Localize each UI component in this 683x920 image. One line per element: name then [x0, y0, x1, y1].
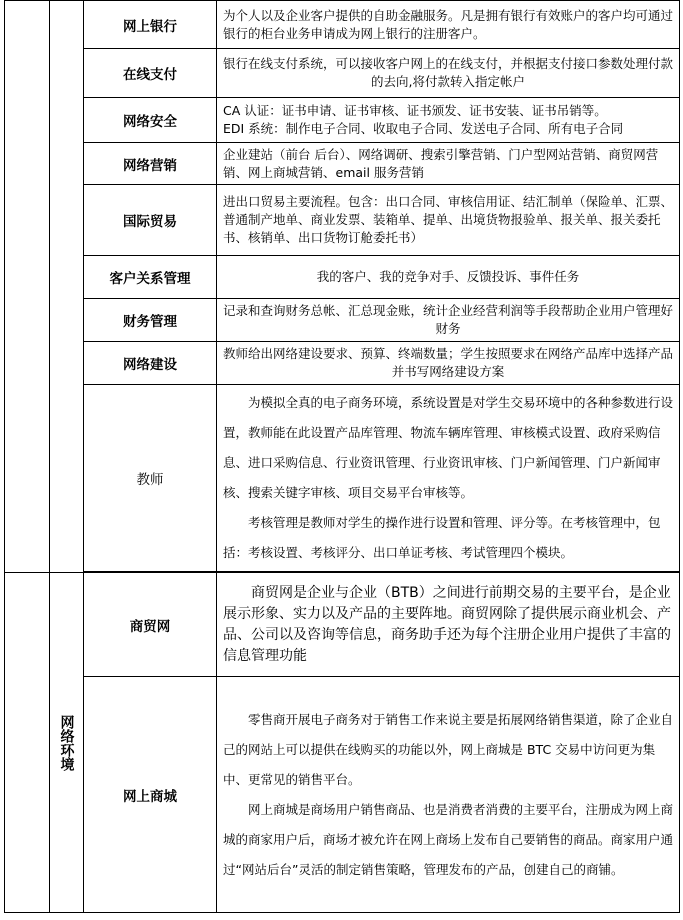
table-row — [5, 49, 680, 98]
security-line-ca: CA 认证：证书申请、证书审核、证书颁发、证书安装、证书吊销等。 — [223, 103, 607, 118]
mall-para-1: 零售商开展电子商务对于销售工作来说主要是拓展网络销售渠道，除了企业自己的网站上可以提供在线购买的功能以外，网上商城是 BTC 交易中访问更为集中、更常见的销售平台。 — [223, 711, 674, 787]
row-desc-b2b-site — [217, 573, 680, 677]
row-label-b2b-site: 商贸网 — [84, 573, 217, 677]
table-row — [5, 342, 680, 385]
left-margin-cell-lower — [5, 573, 50, 913]
table-row — [5, 299, 680, 342]
function-table — [4, 0, 680, 913]
security-line-edi: EDI 系统：制作电子合同、收取电子合同、发送电子合同、所有电子合同 — [223, 121, 624, 136]
category-cell-upper — [50, 1, 84, 573]
row-label-crm: 客户关系管理 — [84, 256, 217, 299]
row-desc-network-marketing: 企业建站（前台 后台）、网络调研、搜索引擎营销、门户型网站营销、商贸网营销、网上商城营销、email 服务营销 — [217, 143, 680, 185]
category-label-network-env: 网络环境 — [58, 714, 75, 771]
row-desc-crm: 我的客户、我的竞争对手、反馈投诉、事件任务 — [217, 256, 680, 299]
row-desc-international-trade: 进出口贸易主要流程。包含：出口合同、审核信用证、结汇制单（保险单、汇票、普通制产地单、商业发票、装箱单、提单、出境货物报验单、报关单、报关委托书、核销单、出口货物订舱委托书） — [217, 185, 680, 256]
row-label-network-construction: 网络建设 — [84, 342, 217, 385]
row-desc-finance: 记录和查询财务总帐、汇总现金账，统计企业经营利润等手段帮助企业用户管理好财务 — [217, 299, 680, 342]
mall-para-2: 网上商城是商场用户销售商品、也是消费者消费的主要平台，注册成为网上商城的商家用户后，商场才被允许在网上商场上发布自己要销售的商品。商家用户通过“网站后台”灵活的制定销售策略，管理发布的产品，创建自己的商铺。 — [223, 801, 674, 877]
b2b-para: 商贸网是企业与企业（BTB）之间进行前期交易的主要平台，是企业展示形象、实力以及产品的主要阵地。商贸网除了提供展示商业机会、产品、公司以及咨询等信息，商务助手还为每个注册企业用户提供了丰富的信息管理功能 — [223, 584, 671, 664]
left-margin-cell — [5, 1, 50, 573]
table-row — [5, 185, 680, 256]
table-row — [5, 677, 680, 913]
table-row — [5, 573, 680, 677]
table-row — [5, 143, 680, 185]
row-desc-online-mall — [217, 677, 680, 913]
row-label-network-marketing: 网络营销 — [84, 143, 217, 185]
row-desc-network-security — [217, 98, 680, 143]
row-desc-teacher — [217, 385, 680, 572]
row-label-online-payment: 在线支付 — [84, 49, 217, 98]
teacher-para-1: 为模拟全真的电子商务环境，系统设置是对学生交易环境中的各种参数进行设置，教师能在此设置产品库管理、物流车辆库管理、审核模式设置、政府采购信息、进口采购信息、行业资讯管理、行业资讯审核、门户新闻管理、门户新闻审核、搜索关键字审核、项目交易平台审核等。 — [223, 395, 674, 500]
row-desc-online-payment: 银行在线支付系统，可以接收客户网上的在线支付，并根据支付接口参数处理付款的去向,将付款转入指定帐户 — [217, 49, 680, 98]
row-label-online-mall: 网上商城 — [84, 677, 217, 913]
table-row — [5, 256, 680, 299]
row-label-international-trade: 国际贸易 — [84, 185, 217, 256]
row-label-teacher: 教师 — [84, 385, 217, 572]
row-label-network-security: 网络安全 — [84, 98, 217, 143]
table-row — [5, 1, 680, 49]
table-row — [5, 385, 680, 572]
row-desc-online-banking: 为个人以及企业客户提供的自助金融服务。凡是拥有银行有效账户的客户均可通过银行的柜台业务申请成为网上银行的注册客户。 — [217, 1, 680, 49]
teacher-para-2: 考核管理是教师对学生的操作进行设置和管理、评分等。在考核管理中，包括：考核设置、考核评分、出口单证考核、考试管理四个模块。 — [223, 515, 661, 560]
row-desc-network-construction: 教师给出网络建设要求、预算、终端数量；学生按照要求在网络产品库中选择产品并书写网络建设方案 — [217, 342, 680, 385]
row-label-finance: 财务管理 — [84, 299, 217, 342]
row-label-online-banking: 网上银行 — [84, 1, 217, 49]
table-row — [5, 98, 680, 143]
category-cell-network-env — [50, 573, 84, 913]
